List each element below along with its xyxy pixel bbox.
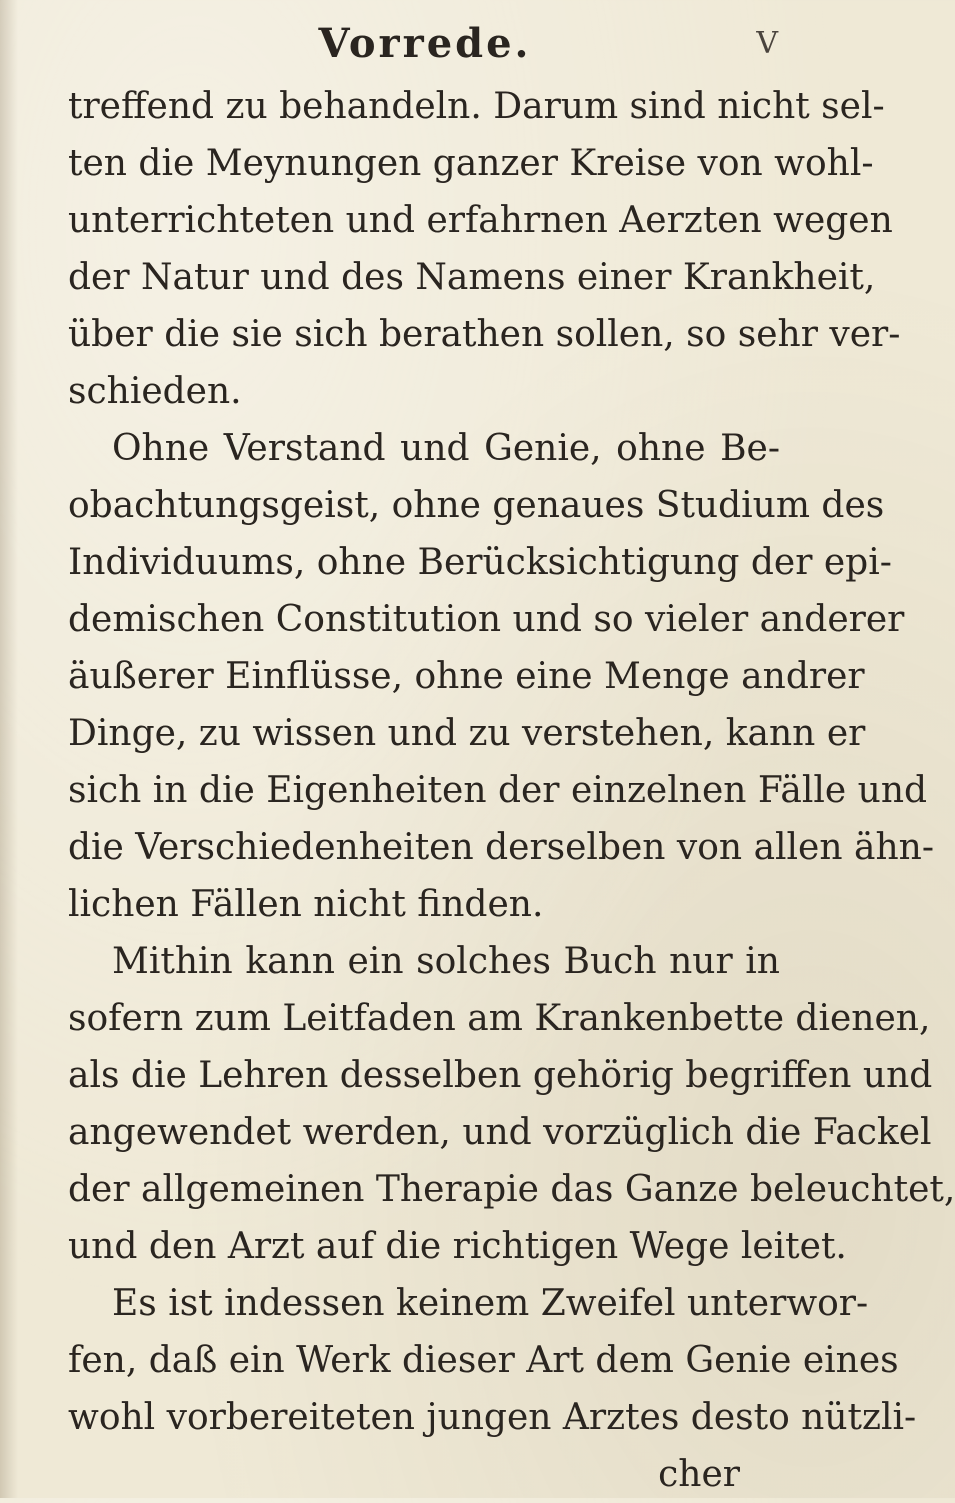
text-line: obachtungsgeist, ohne genaues Studium des	[68, 485, 885, 526]
text-line: die Verschiedenheiten derselben von allen ähn-	[68, 827, 934, 868]
text-line: lichen Fällen nicht finden.	[68, 884, 544, 925]
page-gutter-shadow	[0, 0, 18, 1498]
text-line: sich in die Eigenheiten der einzelnen Fälle und	[68, 770, 928, 811]
text-line: Dinge, zu wissen und zu verstehen, kann er	[68, 713, 866, 754]
text-line: der allgemeinen Therapie das Ganze beleuchtet,	[68, 1169, 955, 1210]
text-line: demischen Constitution und so vieler anderer	[68, 599, 905, 640]
text-line: fen, daß ein Werk dieser Art dem Genie eines	[68, 1340, 899, 1381]
text-line: Ohne Verstand und Genie, ohne Be-	[112, 428, 780, 469]
catchword: cher	[658, 1454, 740, 1495]
text-line: Es ist indessen keinem Zweifel unterwor-	[112, 1283, 869, 1324]
text-body	[68, 78, 955, 1503]
text-line: schieden.	[68, 371, 242, 412]
running-head	[0, 14, 800, 68]
text-line: unterrichteten und erfahrnen Aerzten wegen	[68, 200, 893, 241]
running-head-title: Vorrede.	[318, 20, 532, 67]
text-line: und den Arzt auf die richtigen Wege leitet.	[68, 1226, 847, 1267]
text-line: über die sie sich berathen sollen, so sehr ver-	[68, 314, 901, 355]
text-line: Individuums, ohne Berücksichtigung der epi-	[68, 542, 892, 583]
text-line: der Natur und des Namens einer Krankheit,	[68, 257, 876, 298]
text-line: wohl vorbereiteten jungen Arztes desto nützli-	[68, 1397, 917, 1438]
text-line: äußerer Einflüsse, ohne eine Menge andrer	[68, 656, 865, 697]
text-line: ten die Meynungen ganzer Kreise von wohl-	[68, 143, 874, 184]
text-line: treffend zu behandeln. Darum sind nicht sel-	[68, 86, 885, 127]
text-line: angewendet werden, und vorzüglich die Fackel	[68, 1112, 932, 1153]
text-line: sofern zum Leitfaden am Krankenbette dienen,	[68, 998, 931, 1039]
text-line: als die Lehren desselben gehörig begriffen und	[68, 1055, 933, 1096]
page-number: V	[756, 26, 778, 61]
text-line: Mithin kann ein solches Buch nur in	[112, 941, 780, 982]
